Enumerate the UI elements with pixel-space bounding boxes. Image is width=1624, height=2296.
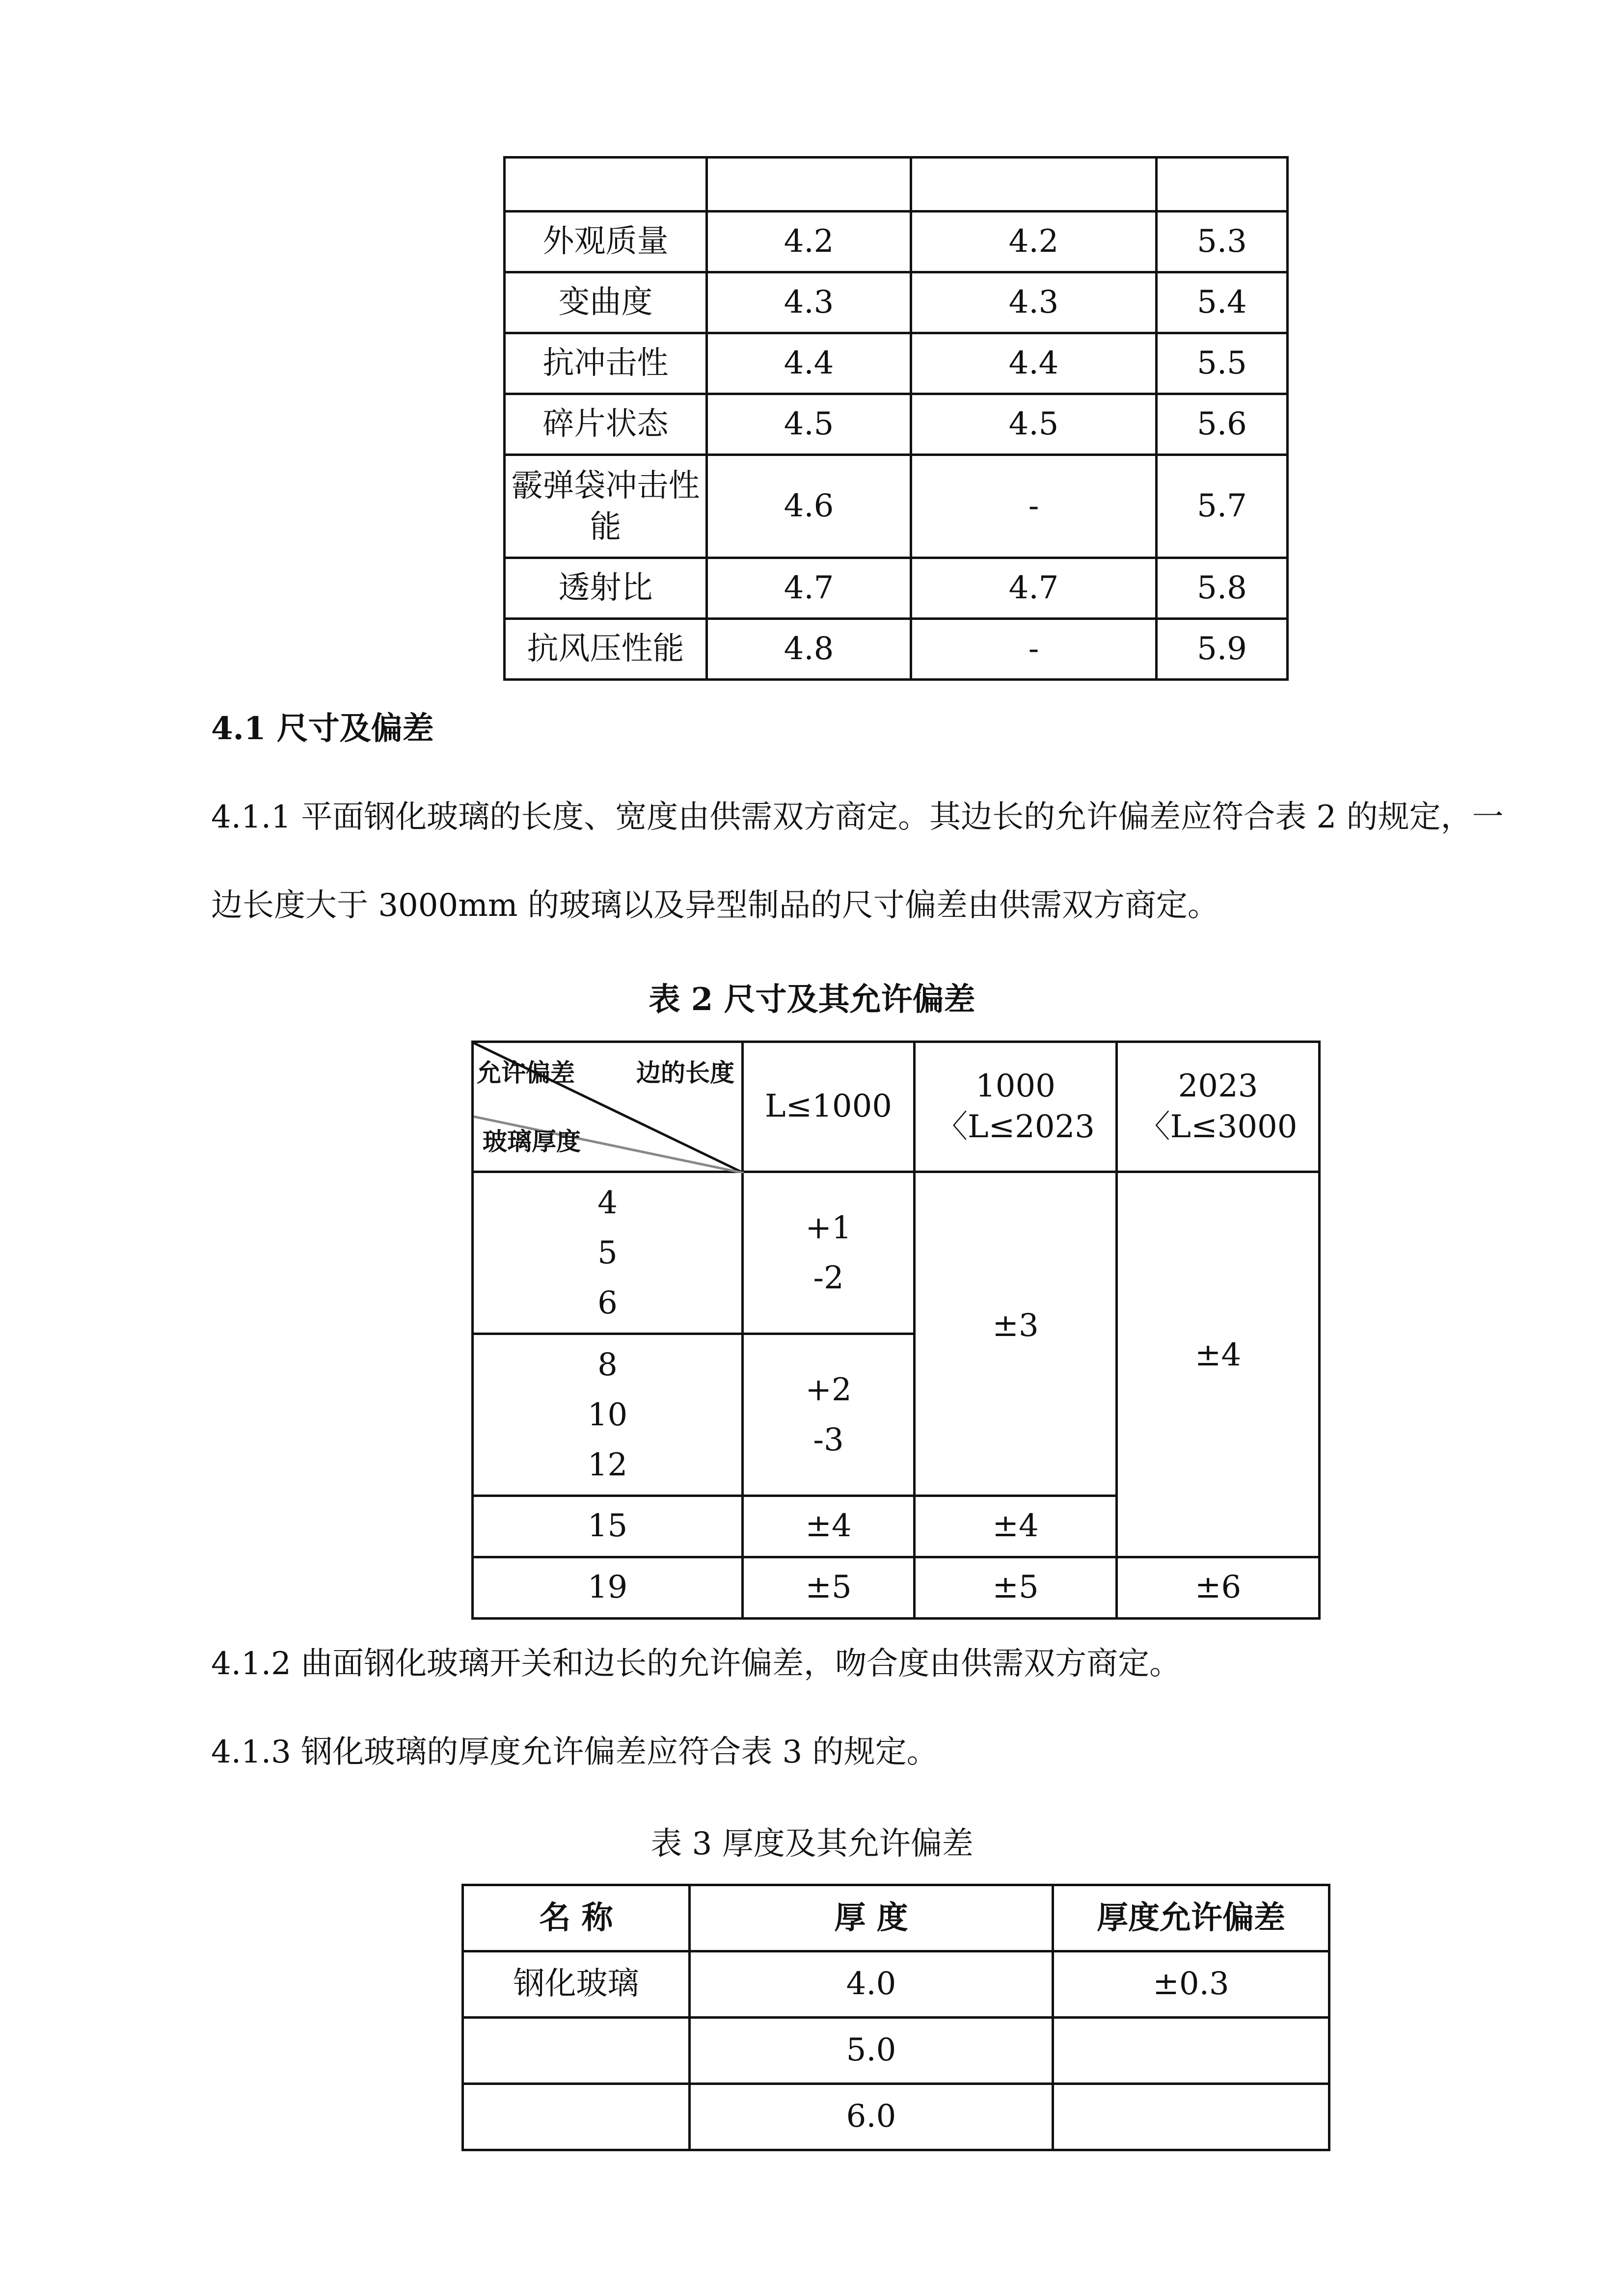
- table-cell: 4.4: [707, 333, 911, 394]
- table-row: [463, 1885, 1329, 1951]
- table-cell: 4.0: [690, 1951, 1053, 2018]
- thickness-cell: 15: [473, 1496, 743, 1557]
- tolerance-cell: ±4: [743, 1496, 915, 1557]
- tolerance-cell: ±4: [1117, 1172, 1320, 1557]
- paragraph-4-1-2: 4.1.2 曲面钢化玻璃开关和边长的允许偏差，吻合度由供需双方商定。: [211, 1646, 1181, 1682]
- table-row: [505, 212, 1288, 272]
- table-2-caption: 表 2 尺寸及其允许偏差: [649, 981, 975, 1018]
- table-cell: 5.3: [1157, 212, 1288, 272]
- table-cell: 抗风压性能: [505, 619, 707, 680]
- table-cell: 透射比: [505, 558, 707, 619]
- table-cell: 4.5: [707, 394, 911, 455]
- table-cell: 碎片状态: [505, 394, 707, 455]
- tolerance-cell: ±5: [743, 1557, 915, 1619]
- thickness-value: 10: [587, 1396, 628, 1433]
- column-header: [1117, 1042, 1320, 1172]
- tolerance-cell: ±3: [915, 1172, 1117, 1496]
- table-cell: 抗冲击性: [505, 333, 707, 394]
- table-cell: 4.7: [707, 558, 911, 619]
- table-cell: [505, 455, 707, 558]
- table-row: [505, 558, 1288, 619]
- tolerance-cell: ±4: [915, 1496, 1117, 1557]
- corner-label-tolerance: 允许偏差: [477, 1058, 575, 1087]
- table-1: [503, 156, 1289, 681]
- table-cell: 5.9: [1157, 619, 1288, 680]
- table-cell: 4.2: [707, 212, 911, 272]
- tolerance-minus: -2: [813, 1259, 844, 1296]
- table-cell: 4.7: [911, 558, 1157, 619]
- table-cell: [1053, 2018, 1329, 2084]
- column-header-line1: L≤1000: [765, 1088, 892, 1125]
- table-cell: 4.5: [911, 394, 1157, 455]
- column-header: 厚度允许偏差: [1053, 1885, 1329, 1951]
- column-header-line2: 〈L≤3000: [1138, 1109, 1298, 1145]
- thickness-value: 12: [587, 1446, 628, 1483]
- column-header-line1: 2023: [1178, 1068, 1258, 1104]
- tolerance-cell: [743, 1172, 915, 1334]
- table-cell: 4.2: [911, 212, 1157, 272]
- table-cell: 变曲度: [505, 272, 707, 333]
- table-row: [463, 1951, 1329, 2018]
- table-cell: 5.7: [1157, 455, 1288, 558]
- table-3-caption: 表 3 厚度及其允许偏差: [650, 1826, 974, 1862]
- table-2: [471, 1041, 1321, 1620]
- table-3: [461, 1884, 1330, 2151]
- column-header: 厚 度: [690, 1885, 1053, 1951]
- column-header-line2: 〈L≤2023: [936, 1109, 1095, 1145]
- paragraph-4-1-3: 4.1.3 钢化玻璃的厚度允许偏差应符合表 3 的规定。: [211, 1734, 938, 1770]
- table-cell: [707, 158, 911, 212]
- column-header-line1: 1000: [975, 1068, 1056, 1104]
- table-cell: 4.4: [911, 333, 1157, 394]
- tolerance-cell: ±5: [915, 1557, 1117, 1619]
- paragraph-4-1-1-line1: 4.1.1 平面钢化玻璃的长度、宽度由供需双方商定。其边长的允许偏差应符合表 2 的规定，一: [211, 799, 1504, 835]
- table-cell: -: [911, 619, 1157, 680]
- table-row: [473, 1042, 1320, 1172]
- cell-text: 霰弹袋冲击性能: [511, 467, 700, 545]
- table-cell: 5.5: [1157, 333, 1288, 394]
- table-cell: 钢化玻璃: [463, 1951, 690, 2018]
- table-cell: [463, 2084, 690, 2150]
- thickness-value: 8: [597, 1346, 618, 1383]
- table-cell: 5.4: [1157, 272, 1288, 333]
- table-cell: 5.8: [1157, 558, 1288, 619]
- table-row: [505, 158, 1288, 212]
- table-cell: [911, 158, 1157, 212]
- table-row: [505, 394, 1288, 455]
- table-cell: [505, 158, 707, 212]
- table-row: [505, 619, 1288, 680]
- table-cell: 5.6: [1157, 394, 1288, 455]
- table-row: [463, 2084, 1329, 2150]
- column-header: [915, 1042, 1117, 1172]
- paragraph-4-1-1-line2: 边长度大于 3000mm 的玻璃以及异型制品的尺寸偏差由供需双方商定。: [211, 887, 1219, 924]
- table-cell: 4.3: [707, 272, 911, 333]
- tolerance-plus: +2: [805, 1371, 852, 1408]
- table-row: [473, 1557, 1320, 1619]
- table-row: [505, 272, 1288, 333]
- column-header: 名 称: [463, 1885, 690, 1951]
- thickness-cell: 19: [473, 1557, 743, 1619]
- table-row: [505, 333, 1288, 394]
- thickness-value: 4: [597, 1184, 618, 1221]
- table-cell: ±0.3: [1053, 1951, 1329, 2018]
- table-cell: -: [911, 455, 1157, 558]
- table-cell: 4.8: [707, 619, 911, 680]
- table-cell: [1157, 158, 1288, 212]
- corner-label-thickness: 玻璃厚度: [483, 1127, 581, 1156]
- table-cell: 4.3: [911, 272, 1157, 333]
- corner-label-edge-length: 边的长度: [636, 1058, 734, 1087]
- table-row: [473, 1172, 1320, 1334]
- tolerance-plus: +1: [805, 1209, 852, 1246]
- tolerance-minus: -3: [813, 1421, 844, 1458]
- table-cell: 4.6: [707, 455, 911, 558]
- table-cell: [1053, 2084, 1329, 2150]
- table-cell: [463, 2018, 690, 2084]
- diagonal-header-cell: [473, 1042, 743, 1172]
- thickness-value: 6: [597, 1284, 618, 1321]
- table-row: [505, 455, 1288, 558]
- table-cell: 5.0: [690, 2018, 1053, 2084]
- tolerance-cell: ±6: [1117, 1557, 1320, 1619]
- table-row: [463, 2018, 1329, 2084]
- section-heading-4-1: 4.1 尺寸及偏差: [211, 710, 434, 747]
- thickness-value: 5: [597, 1234, 618, 1271]
- table-cell: 外观质量: [505, 212, 707, 272]
- table-cell: 6.0: [690, 2084, 1053, 2150]
- tolerance-cell: [743, 1334, 915, 1496]
- thickness-cell: [473, 1172, 743, 1334]
- thickness-cell: [473, 1334, 743, 1496]
- column-header: [743, 1042, 915, 1172]
